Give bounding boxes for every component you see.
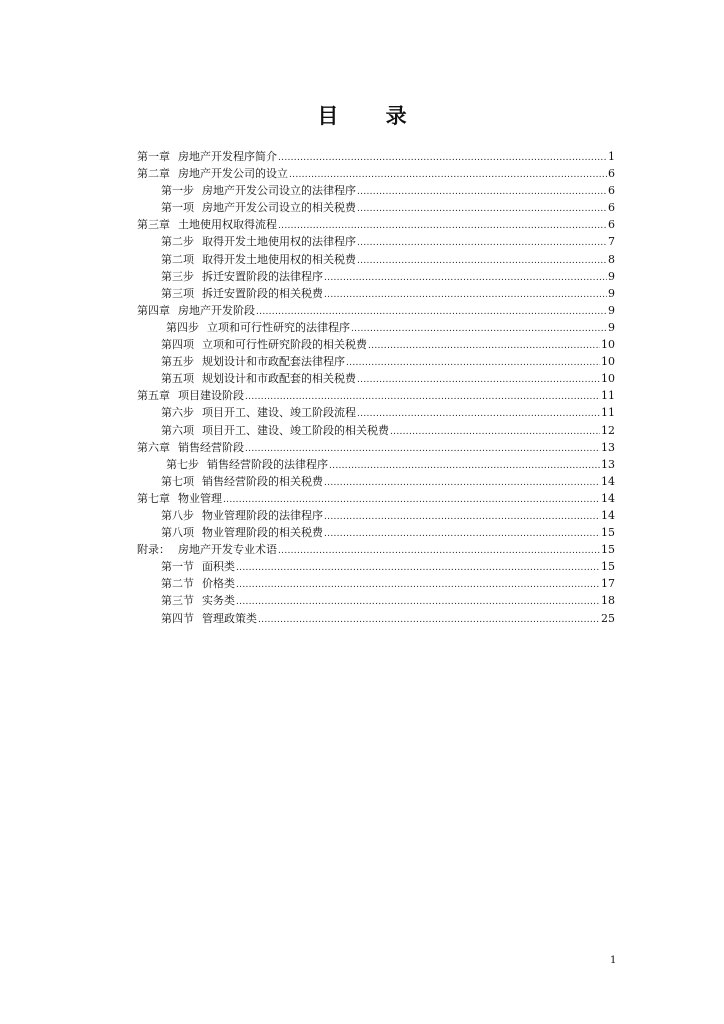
toc-entry-number: 第一项: [161, 201, 194, 215]
toc-entry[interactable]: [137, 439, 615, 456]
toc-entry[interactable]: [137, 199, 615, 216]
toc-entry-label: [161, 285, 323, 302]
toc-entry-page: 15: [601, 560, 615, 574]
toc-entry-number: 第二节: [161, 577, 194, 591]
toc-entry-number: 第五章: [137, 389, 170, 403]
toc-entry-text: 项目开工、建设、竣工阶段的相关税费: [202, 423, 389, 437]
toc-entry[interactable]: [137, 422, 615, 439]
toc-entry-label: [137, 439, 244, 456]
page-title: 目 录: [317, 104, 427, 128]
toc-leader-dots: [368, 338, 600, 355]
toc-entry[interactable]: [137, 268, 615, 285]
toc-entry-text: 房地产开发公司的设立: [178, 167, 288, 181]
toc-entry-label: [161, 610, 257, 627]
toc-entry[interactable]: [137, 285, 615, 302]
toc-entry-label: [161, 507, 323, 524]
page-number: 1: [610, 955, 617, 966]
toc-entry-text: 拆迁安置阶段的法律程序: [202, 269, 323, 283]
toc-entry-text: 物业管理: [178, 491, 222, 505]
toc-leader-dots: [329, 458, 600, 475]
toc-entry-text: 房地产开发阶段: [178, 303, 255, 317]
toc-leader-dots: [357, 406, 600, 423]
toc-leader-dots: [324, 270, 607, 287]
toc-entry-number: 第四项: [161, 338, 194, 352]
toc-entry-number: 第五步: [161, 355, 194, 369]
toc-entry[interactable]: [137, 456, 615, 473]
toc-entry-number: 第七章: [137, 491, 170, 505]
toc-entry-text: 规划设计和市政配套的相关税费: [202, 372, 356, 386]
toc-entry-number: 第五项: [161, 372, 194, 386]
toc-entry-label: [161, 592, 235, 609]
toc-entry-number: 第三步: [161, 269, 194, 283]
toc-entry-label: [161, 404, 356, 421]
toc-entry-text: 物业管理阶段的相关税费: [202, 526, 323, 540]
toc-entry[interactable]: [137, 165, 615, 182]
toc-leader-dots: [324, 526, 600, 543]
toc-leader-dots: [357, 372, 600, 389]
toc-entry[interactable]: [137, 507, 615, 524]
toc-entry-number: 第一步: [161, 184, 194, 198]
toc-entry-page: 11: [601, 406, 615, 420]
toc-entry-label: [161, 251, 356, 268]
toc-entry-page: 6: [608, 218, 615, 232]
toc-entry-page: 10: [601, 372, 615, 386]
toc-entry-page: 12: [601, 423, 615, 437]
toc-entry-label: [137, 490, 222, 507]
toc-entry-label: [137, 148, 277, 165]
toc-leader-dots: [324, 509, 600, 526]
toc-entry-text: 销售经营阶段: [178, 440, 244, 454]
toc-leader-dots: [258, 612, 600, 629]
toc-entry-label: [137, 302, 255, 319]
toc-entry-label: [161, 575, 235, 592]
toc-entry[interactable]: [137, 216, 615, 233]
toc-entry-number: 附录：: [137, 543, 170, 557]
toc-entry-page: 9: [608, 286, 615, 300]
toc-entry-page: 8: [608, 252, 615, 266]
toc-entry-number: 第二章: [137, 167, 170, 181]
toc-entry-page: 6: [608, 167, 615, 181]
toc-entry-text: 价格类: [202, 577, 235, 591]
toc-entry-label: [161, 422, 389, 439]
toc-entry-text: 立项和可行性研究的法律程序: [207, 320, 350, 334]
toc-entry-page: 9: [608, 303, 615, 317]
toc-entry[interactable]: [137, 541, 615, 558]
toc-entry[interactable]: [137, 182, 615, 199]
toc-leader-dots: [278, 150, 607, 167]
toc-entry-number: 第四步: [166, 320, 199, 334]
toc-entry-label: [161, 524, 323, 541]
toc-entry[interactable]: [137, 148, 615, 165]
toc-leader-dots: [357, 201, 607, 218]
toc-leader-dots: [236, 560, 600, 577]
toc-entry-page: 1: [608, 150, 615, 163]
toc-entry-number: 第三节: [161, 594, 194, 608]
toc-entry-text: 销售经营阶段的相关税费: [202, 474, 323, 488]
toc-entry-label: [137, 387, 244, 404]
toc-entry-number: 第二步: [161, 235, 194, 249]
toc-entry-page: 18: [601, 594, 615, 608]
toc-entry-text: 房地产开发公司设立的相关税费: [202, 201, 356, 215]
toc-entry-number: 第八步: [161, 508, 194, 522]
toc-entry[interactable]: [137, 404, 615, 421]
toc-entry-page: 9: [608, 320, 615, 334]
toc-leader-dots: [278, 543, 600, 560]
toc-entry-label: [161, 233, 356, 250]
toc-entry-label: [161, 353, 345, 370]
toc-leader-dots: [357, 184, 607, 201]
toc-entry-text: 规划设计和市政配套法律程序: [202, 355, 345, 369]
toc-entry-label: [161, 370, 356, 387]
toc-entry-label: [137, 165, 288, 182]
toc-entry[interactable]: [137, 233, 615, 250]
toc-entry[interactable]: [137, 353, 615, 370]
toc-entry-label: [161, 473, 323, 490]
toc-leader-dots: [236, 594, 600, 611]
toc-entry-label: [166, 456, 328, 473]
toc-entry[interactable]: [137, 319, 615, 336]
toc-entry-page: 17: [601, 577, 615, 591]
toc-leader-dots: [357, 253, 607, 270]
toc-entry-text: 房地产开发公司设立的法律程序: [202, 184, 356, 198]
toc-entry[interactable]: [137, 251, 615, 268]
toc-entry[interactable]: [137, 490, 615, 507]
toc-entry-number: 第二项: [161, 252, 194, 266]
toc-entry-text: 物业管理阶段的法律程序: [202, 508, 323, 522]
toc-entry-page: 10: [601, 338, 615, 352]
toc-entry-label: [161, 268, 323, 285]
toc-entry-page: 25: [601, 611, 615, 625]
toc-leader-dots: [236, 577, 600, 594]
toc-leader-dots: [324, 475, 600, 492]
toc-entry-number: 第四节: [161, 611, 194, 625]
toc-entry-number: 第四章: [137, 303, 170, 317]
toc-entry-page: 15: [601, 526, 615, 540]
toc-entry-number: 第三章: [137, 218, 170, 232]
toc-entry-page: 14: [601, 491, 615, 505]
toc-entry[interactable]: [137, 575, 615, 592]
toc-entry-label: [161, 558, 235, 575]
toc-entry[interactable]: [137, 610, 615, 627]
toc-entry-text: 取得开发土地使用权的相关税费: [202, 252, 356, 266]
toc-entry-text: 项目开工、建设、竣工阶段流程: [202, 406, 356, 420]
toc-entry-number: 第六章: [137, 440, 170, 454]
toc-entry-number: 第七项: [161, 474, 194, 488]
toc-entry[interactable]: [137, 370, 615, 387]
toc-entry-page: 7: [608, 235, 615, 249]
toc-entry-page: 11: [601, 389, 615, 403]
toc-entry-number: 第一节: [161, 560, 194, 574]
toc-entry-text: 管理政策类: [202, 611, 257, 625]
toc-entry-page: 13: [601, 457, 615, 471]
toc-entry-text: 项目建设阶段: [178, 389, 244, 403]
toc-entry-label: [166, 319, 350, 336]
toc-entry-number: 第三项: [161, 286, 194, 300]
toc-entry-number: 第八项: [161, 526, 194, 540]
toc-entry[interactable]: [137, 524, 615, 541]
toc-entry-label: [137, 541, 277, 558]
toc-leader-dots: [351, 321, 607, 338]
toc-entry[interactable]: [137, 336, 615, 353]
toc-leader-dots: [390, 424, 600, 441]
toc-entry-text: 面积类: [202, 560, 235, 574]
toc-entry-text: 土地使用权取得流程: [178, 218, 277, 232]
toc-entry-label: [161, 336, 367, 353]
toc-leader-dots: [324, 287, 607, 304]
toc-entry-page: 6: [608, 184, 615, 198]
toc-entry-text: 拆迁安置阶段的相关税费: [202, 286, 323, 300]
toc-entry-text: 房地产开发专业术语: [178, 543, 277, 557]
toc-leader-dots: [357, 235, 607, 252]
toc-entry-page: 9: [608, 269, 615, 283]
toc-entry-number: 第一章: [137, 150, 170, 163]
toc-entry-page: 10: [601, 355, 615, 369]
toc-entry-number: 第六步: [161, 406, 194, 420]
toc-entry-text: 立项和可行性研究阶段的相关税费: [202, 338, 367, 352]
toc-entry-label: [161, 199, 356, 216]
toc-entry[interactable]: [137, 473, 615, 490]
toc-entry-page: 15: [601, 543, 615, 557]
toc-entry-number: 第七步: [166, 457, 199, 471]
toc-entry-page: 14: [601, 474, 615, 488]
table-of-contents: [137, 148, 615, 627]
toc-entry[interactable]: [137, 558, 615, 575]
toc-entry[interactable]: [137, 302, 615, 319]
toc-entry[interactable]: [137, 592, 615, 609]
toc-leader-dots: [346, 355, 600, 372]
toc-entry-text: 取得开发土地使用权的法律程序: [202, 235, 356, 249]
toc-entry-page: 13: [601, 440, 615, 454]
toc-entry-page: 14: [601, 508, 615, 522]
toc-entry-label: [137, 216, 277, 233]
toc-entry-page: 6: [608, 201, 615, 215]
toc-entry[interactable]: [137, 387, 615, 404]
toc-entry-text: 房地产开发程序简介: [178, 150, 277, 163]
toc-entry-label: [161, 182, 356, 199]
toc-entry-text: 实务类: [202, 594, 235, 608]
toc-entry-text: 销售经营阶段的法律程序: [207, 457, 328, 471]
toc-entry-number: 第六项: [161, 423, 194, 437]
